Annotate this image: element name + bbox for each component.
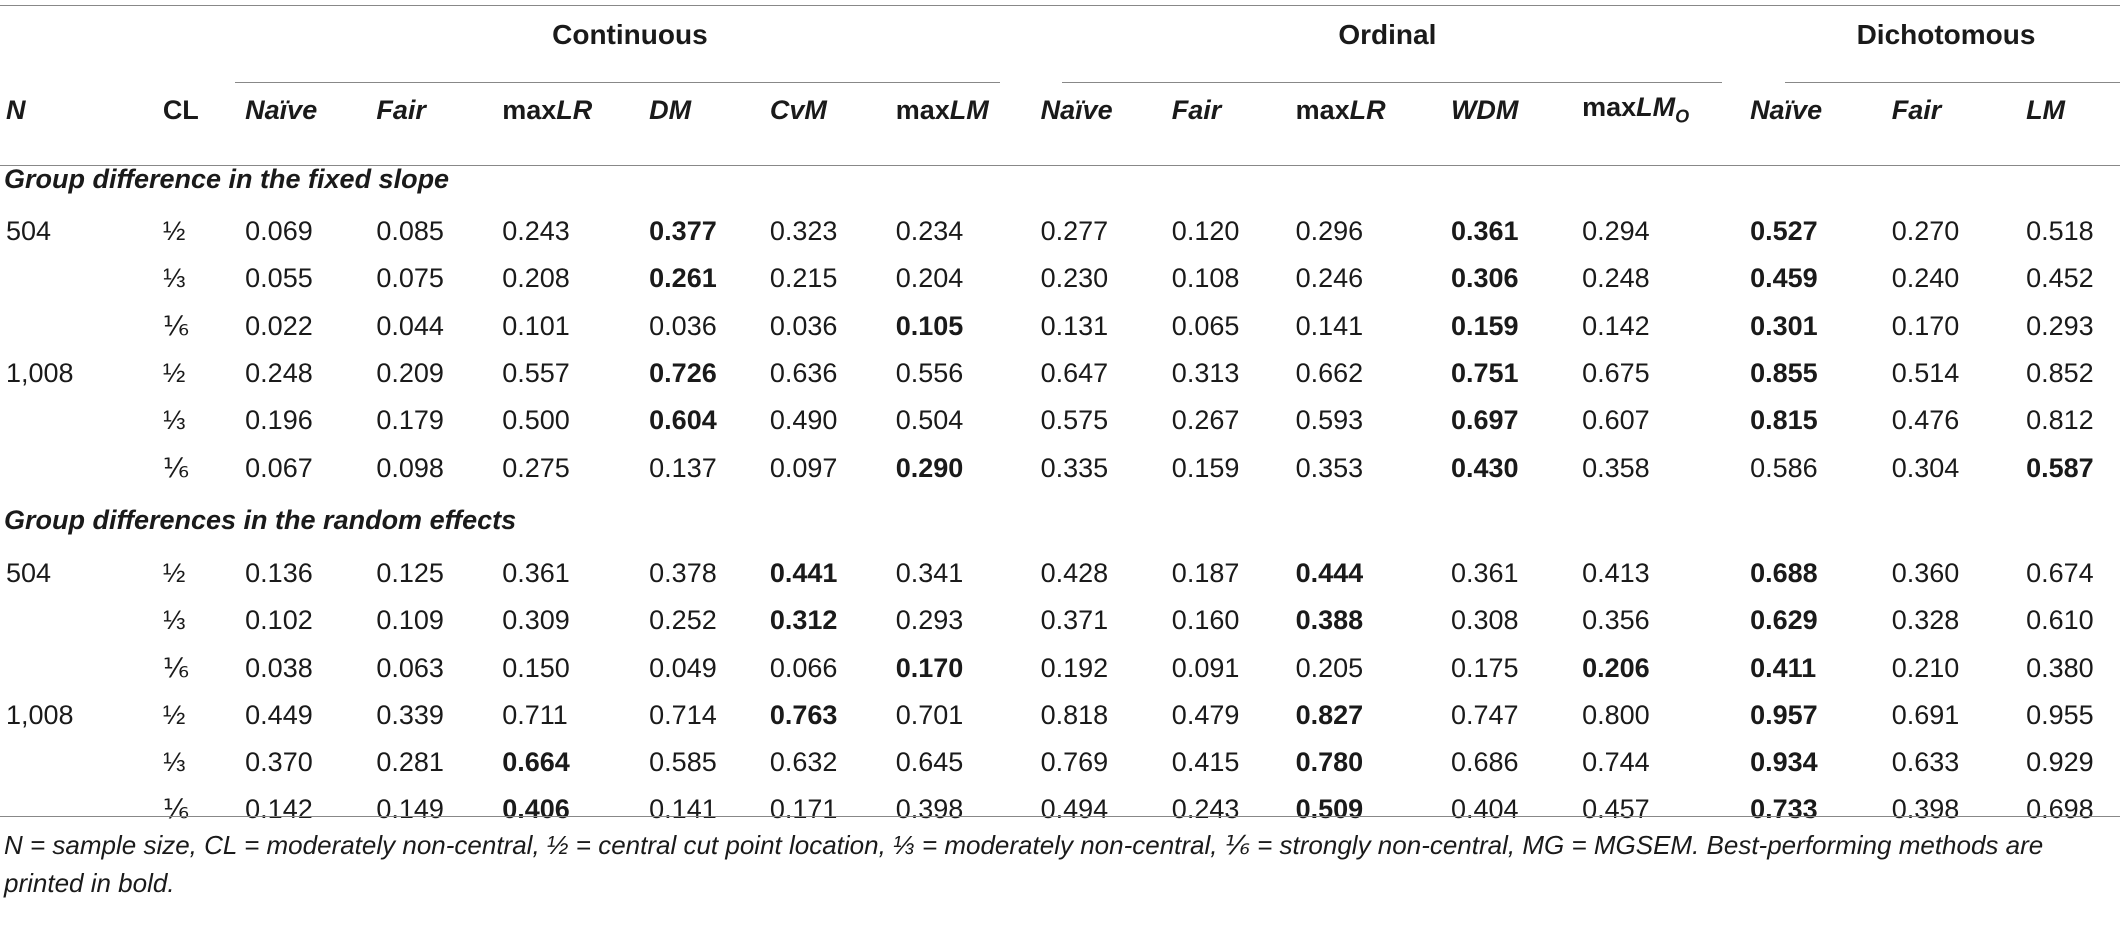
value-cell: 0.141 [649,794,717,825]
value-cell: 0.252 [649,605,717,636]
value-cell: 0.411 [1750,652,1817,683]
value-cell: 0.306 [1450,263,1519,294]
value-cell: 0.108 [1171,263,1240,294]
value-cell: 0.415 [1171,747,1240,778]
value-cell: 0.388 [1295,605,1364,636]
value-cell: 0.444 [1295,557,1364,588]
value-cell: 0.818 [1040,699,1109,730]
cut-location-cell: ½ [162,358,186,389]
cut-location-cell: ⅙ [162,652,189,683]
value-cell: 0.441 [769,557,838,588]
value-cell: 0.240 [1891,263,1960,294]
table-row [0,255,2120,302]
column-header: Fair [376,94,426,125]
value-cell: 0.248 [1582,263,1650,294]
column-header: maxLM [895,94,989,125]
value-cell: 0.714 [649,699,717,730]
value-cell: 0.476 [1891,405,1960,436]
cut-location-cell: ½ [162,699,186,730]
table-row [0,444,2120,491]
value-cell: 0.290 [895,452,964,483]
header-bottom-rule [0,165,2120,166]
value-cell: 0.309 [502,605,570,636]
value-cell: 0.131 [1040,310,1109,341]
value-cell: 0.234 [895,216,964,247]
value-cell: 0.170 [895,652,964,683]
value-cell: 0.296 [1295,216,1364,247]
value-cell: 0.633 [1891,747,1960,778]
value-cell: 0.308 [1450,605,1519,636]
value-cell: 0.675 [1582,358,1650,389]
value-cell: 0.101 [502,310,570,341]
table-row [0,597,2120,644]
sample-size-cell [0,597,145,644]
value-cell: 0.055 [245,263,313,294]
value-cell: 0.187 [1171,557,1240,588]
value-cell: 0.800 [1582,699,1650,730]
value-cell: 0.955 [2026,699,2094,730]
value-cell: 0.149 [376,794,444,825]
value-cell: 0.815 [1750,405,1818,436]
value-cell: 0.097 [769,452,838,483]
cut-location-cell: ⅓ [162,263,186,294]
value-cell: 0.697 [1450,405,1519,436]
value-cell: 0.556 [895,358,964,389]
sample-size-cell: 504 [6,216,52,247]
table-row [0,350,2120,397]
value-cell: 0.934 [1750,747,1818,778]
cut-location-cell: ⅓ [162,605,186,636]
value-cell: 0.120 [1171,216,1240,247]
value-cell: 0.353 [1295,452,1364,483]
value-cell: 0.175 [1450,652,1519,683]
value-cell: 0.105 [895,310,964,341]
value-cell: 0.196 [245,405,313,436]
value-cell: 0.557 [502,358,570,389]
table-row [0,550,2120,597]
value-cell: 0.328 [1891,605,1960,636]
column-header: maxLR [502,94,593,125]
value-cell: 0.313 [1171,358,1240,389]
ordinal-underline [1062,82,1722,83]
column-header: maxLR [1295,94,1386,125]
value-cell: 0.518 [2026,216,2094,247]
value-cell: 0.075 [376,263,444,294]
value-cell: 0.150 [502,652,570,683]
value-cell: 0.063 [376,652,444,683]
value-cell: 0.769 [1040,747,1109,778]
value-cell: 0.586 [1750,452,1818,483]
cut-location-cell: ⅓ [162,405,186,436]
value-cell: 0.209 [376,358,444,389]
cut-location-cell: ½ [162,216,186,247]
value-cell: 0.091 [1171,652,1240,683]
value-cell: 0.812 [2026,405,2094,436]
value-cell: 0.137 [649,452,717,483]
value-cell: 0.341 [895,557,964,588]
value-cell: 0.312 [769,605,838,636]
sample-size-cell: 1,008 [6,358,74,389]
value-cell: 0.636 [769,358,838,389]
sample-size-cell [0,739,145,786]
value-cell: 0.527 [1750,216,1818,247]
value-cell: 0.744 [1582,747,1650,778]
value-cell: 0.698 [2026,794,2094,825]
value-cell: 0.171 [769,794,838,825]
value-cell: 0.261 [649,263,717,294]
group-continuous: Continuous [552,19,708,50]
sample-size-cell [0,303,145,350]
value-cell: 0.356 [1582,605,1650,636]
section-header-row [0,492,2120,550]
value-cell: 0.585 [649,747,717,778]
value-cell: 0.629 [1750,605,1818,636]
value-cell: 0.036 [769,310,838,341]
table-row [0,692,2120,739]
value-cell: 0.827 [1295,699,1364,730]
value-cell: 0.069 [245,216,313,247]
value-cell: 0.929 [2026,747,2094,778]
value-cell: 0.479 [1171,699,1240,730]
value-cell: 0.230 [1040,263,1109,294]
value-cell: 0.662 [1295,358,1364,389]
value-cell: 0.632 [769,747,838,778]
value-cell: 0.102 [245,605,313,636]
group-dichotomous: Dichotomous [1856,19,2036,50]
value-cell: 0.160 [1171,605,1240,636]
value-cell: 0.852 [2026,358,2094,389]
value-cell: 0.490 [769,405,838,436]
column-header: Naïve [245,94,318,125]
value-cell: 0.509 [1295,794,1364,825]
value-cell: 0.044 [376,310,444,341]
value-cell: 0.205 [1295,652,1364,683]
value-cell: 0.398 [1891,794,1960,825]
section-header-row [0,150,2120,208]
value-cell: 0.751 [1450,358,1519,389]
cut-location-cell: ⅓ [162,747,186,778]
value-cell: 0.747 [1450,699,1519,730]
value-cell: 0.038 [245,652,313,683]
value-cell: 0.593 [1295,405,1364,436]
value-cell: 0.504 [895,405,964,436]
column-header: LM [2026,94,2066,125]
value-cell: 0.142 [1582,310,1650,341]
value-cell: 0.243 [1171,794,1240,825]
dichotomous-underline [1785,82,2120,83]
column-header: CL [162,94,199,125]
table-row [0,303,2120,350]
value-cell: 0.514 [1891,358,1960,389]
column-header: Fair [1891,94,1942,125]
value-cell: 0.398 [895,794,964,825]
value-cell: 0.726 [649,358,717,389]
value-cell: 0.733 [1750,794,1818,825]
value-cell: 0.170 [1891,310,1960,341]
value-cell: 0.142 [245,794,313,825]
sample-size-cell: 1,008 [6,699,74,730]
section-title: Group differences in the random effects [4,505,517,536]
column-header: maxLM$_O$ [1582,92,1690,127]
value-cell: 0.674 [2026,557,2094,588]
value-cell: 0.575 [1040,405,1109,436]
sample-size-cell [0,255,145,302]
value-cell: 0.688 [1750,557,1818,588]
value-cell: 0.248 [245,358,313,389]
value-cell: 0.430 [1450,452,1519,483]
value-cell: 0.323 [769,216,838,247]
value-cell: 0.406 [502,794,570,825]
value-cell: 0.208 [502,263,570,294]
value-cell: 0.281 [376,747,444,778]
sample-size-cell [0,444,145,491]
column-header: Naïve [1040,94,1113,125]
continuous-underline [235,82,1000,83]
value-cell: 0.361 [1450,557,1519,588]
value-cell: 0.404 [1450,794,1519,825]
group-ordinal: Ordinal [1338,19,1437,50]
column-header: N [6,94,26,125]
value-cell: 0.210 [1891,652,1960,683]
table-bottom-rule [0,816,2120,817]
value-cell: 0.125 [376,557,444,588]
value-cell: 0.607 [1582,405,1650,436]
value-cell: 0.293 [2026,310,2094,341]
value-cell: 0.098 [376,452,444,483]
value-cell: 0.243 [502,216,570,247]
value-cell: 0.109 [376,605,444,636]
value-cell: 0.855 [1750,358,1818,389]
column-header: CvM [769,94,827,125]
value-cell: 0.763 [769,699,838,730]
value-cell: 0.294 [1582,216,1650,247]
value-cell: 0.267 [1171,405,1240,436]
value-cell: 0.459 [1750,263,1818,294]
value-cell: 0.085 [376,216,444,247]
value-cell: 0.293 [895,605,964,636]
value-cell: 0.610 [2026,605,2094,636]
value-cell: 0.645 [895,747,964,778]
cut-location-cell: ⅙ [162,452,189,483]
value-cell: 0.377 [649,216,717,247]
group-header-row [0,0,2120,70]
value-cell: 0.457 [1582,794,1650,825]
value-cell: 0.449 [245,699,313,730]
value-cell: 0.371 [1040,605,1109,636]
value-cell: 0.246 [1295,263,1364,294]
value-cell: 0.380 [2026,652,2094,683]
value-cell: 0.500 [502,405,570,436]
value-cell: 0.378 [649,557,717,588]
value-cell: 0.022 [245,310,313,341]
column-header: Fair [1171,94,1222,125]
value-cell: 0.192 [1040,652,1109,683]
table-row [0,397,2120,444]
value-cell: 0.647 [1040,358,1109,389]
value-cell: 0.049 [649,652,717,683]
table-row [0,208,2120,255]
value-cell: 0.159 [1171,452,1240,483]
table-row [0,739,2120,786]
value-cell: 0.136 [245,557,313,588]
value-cell: 0.301 [1750,310,1818,341]
sample-size-cell: 504 [6,557,52,588]
value-cell: 0.494 [1040,794,1109,825]
value-cell: 0.065 [1171,310,1240,341]
column-header: WDM [1450,94,1519,125]
value-cell: 0.370 [245,747,313,778]
value-cell: 0.587 [2026,452,2094,483]
value-cell: 0.361 [502,557,570,588]
value-cell: 0.691 [1891,699,1960,730]
value-cell: 0.036 [649,310,717,341]
value-cell: 0.711 [502,699,568,730]
value-cell: 0.275 [502,452,570,483]
value-cell: 0.664 [502,747,570,778]
sample-size-cell [0,397,145,444]
value-cell: 0.452 [2026,263,2094,294]
cut-location-cell: ½ [162,557,186,588]
sample-size-cell [0,644,145,691]
column-header: DM [649,94,692,125]
value-cell: 0.304 [1891,452,1960,483]
cut-location-cell: ⅙ [162,794,189,825]
value-cell: 0.360 [1891,557,1960,588]
value-cell: 0.358 [1582,452,1650,483]
cut-location-cell: ⅙ [162,310,189,341]
value-cell: 0.141 [1295,310,1364,341]
column-header: Naïve [1750,94,1823,125]
value-cell: 0.270 [1891,216,1960,247]
value-cell: 0.701 [895,699,964,730]
value-cell: 0.277 [1040,216,1109,247]
value-cell: 0.780 [1295,747,1364,778]
table-row [0,644,2120,691]
value-cell: 0.339 [376,699,444,730]
value-cell: 0.686 [1450,747,1519,778]
value-cell: 0.215 [769,263,838,294]
section-title: Group difference in the fixed slope [4,163,450,194]
value-cell: 0.335 [1040,452,1109,483]
value-cell: 0.604 [649,405,717,436]
value-cell: 0.159 [1450,310,1519,341]
table-top-rule [0,5,2120,6]
value-cell: 0.066 [769,652,838,683]
value-cell: 0.179 [376,405,444,436]
value-cell: 0.428 [1040,557,1109,588]
value-cell: 0.067 [245,452,313,483]
value-cell: 0.361 [1450,216,1519,247]
table-footnote: N = sample size, CL = moderately non-central, ½ = central cut point location, ⅓ = moderately non-central, ⅙ = strongly non-central, MG = MGSEM. Best-performing methods are printed in bold. [4,830,2044,898]
value-cell: 0.206 [1582,652,1650,683]
value-cell: 0.957 [1750,699,1818,730]
value-cell: 0.413 [1582,557,1650,588]
value-cell: 0.204 [895,263,964,294]
